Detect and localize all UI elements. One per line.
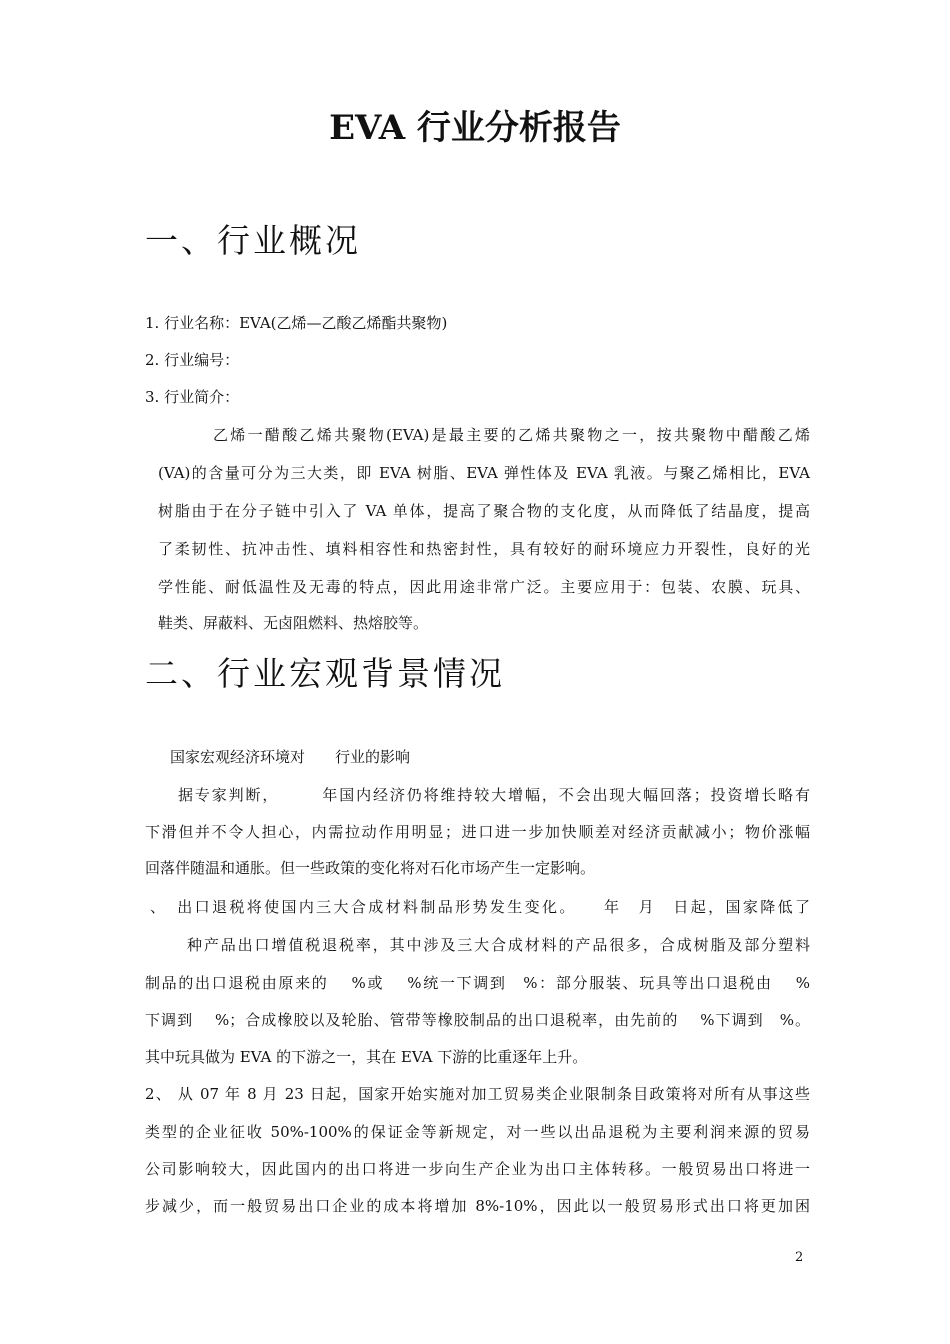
intro-paragraph-line: 鞋类、屏蔽料、无卤阻燃料、热熔胶等。 [158, 614, 429, 632]
item-industry-name: 1. 行业名称：EVA(乙烯—乙酸乙烯酯共聚物) [145, 314, 448, 332]
body-line: 其中玩具做为 EVA 的下游之一，其在 EVA 下游的比重逐年上升。 [145, 1048, 588, 1066]
intro-paragraph-line: 树脂由于在分子链中引入了 VA 单体，提高了聚合物的支化度，从而降低了结晶度，提高 [158, 502, 810, 520]
body-line: 2、 从 07 年 8 月 23 日起，国家开始实施对加工贸易类企业限制条目政策将对所有从事这些 [145, 1085, 810, 1103]
body-line: 、 出口退税将使国内三大合成材料制品形势发生变化。 年 月 日起，国家降低了 [150, 898, 810, 916]
body-line: 下调到 %；合成橡胶以及轮胎、管带等橡胶制品的出口退税率，由先前的 %下调到 %。 [145, 1011, 810, 1029]
body-line: 制品的出口退税由原来的 %或 %统一下调到 %：部分服装、玩具等出口退税由 % [145, 974, 810, 992]
intro-paragraph-line: 了柔韧性、抗冲击性、填料相容性和热密封性，具有较好的耐环境应力开裂性，良好的光 [158, 540, 810, 558]
document-title: EVA 行业分析报告 [329, 108, 621, 148]
body-line: 步减少，而一般贸易出口企业的成本将增加 8%-10%，因此以一般贸易形式出口将更加困 [145, 1197, 810, 1215]
page-number: 2 [795, 1250, 804, 1265]
section-heading-macro: 二、行业宏观背景情况 [145, 654, 505, 693]
section-heading-overview: 一、行业概况 [145, 221, 361, 260]
intro-paragraph-line: (VA)的含量可分为三大类，即 EVA 树脂、EVA 弹性体及 EVA 乳液。与聚乙烯相比，EVA [158, 464, 810, 482]
body-line: 据专家判断， 年国内经济仍将维持较大增幅，不会出现大幅回落；投资增长略有 [178, 786, 810, 804]
body-line: 回落伴随温和通胀。但一些政策的变化将对石化市场产生一定影响。 [145, 859, 596, 877]
item-industry-code: 2. 行业编号： [145, 351, 240, 369]
intro-paragraph-line: 学性能、耐低温性及无毒的特点，因此用途非常广泛。主要应用于：包装、农膜、玩具、 [158, 578, 810, 596]
body-line: 种产品出口增值税退税率，其中涉及三大合成材料的产品很多，合成树脂及部分塑料 [187, 936, 810, 954]
body-line: 类型的企业征收 50%-100%的保证金等新规定，对一些以出品退税为主要利润来源的贸易 [145, 1123, 810, 1141]
body-line: 公司影响较大，因此国内的出口将进一步向生产企业为出口主体转移。一般贸易出口将进一 [145, 1160, 810, 1178]
item-industry-intro: 3. 行业简介： [145, 388, 240, 406]
section2-subheading: 国家宏观经济环境对 行业的影响 [170, 748, 411, 766]
intro-paragraph-line: 乙烯一醋酸乙烯共聚物(EVA)是最主要的乙烯共聚物之一，按共聚物中醋酸乙烯 [213, 426, 810, 444]
body-line: 下滑但并不令人担心，内需拉动作用明显；进口进一步加快顺差对经济贡献减小；物价涨幅 [145, 823, 810, 841]
